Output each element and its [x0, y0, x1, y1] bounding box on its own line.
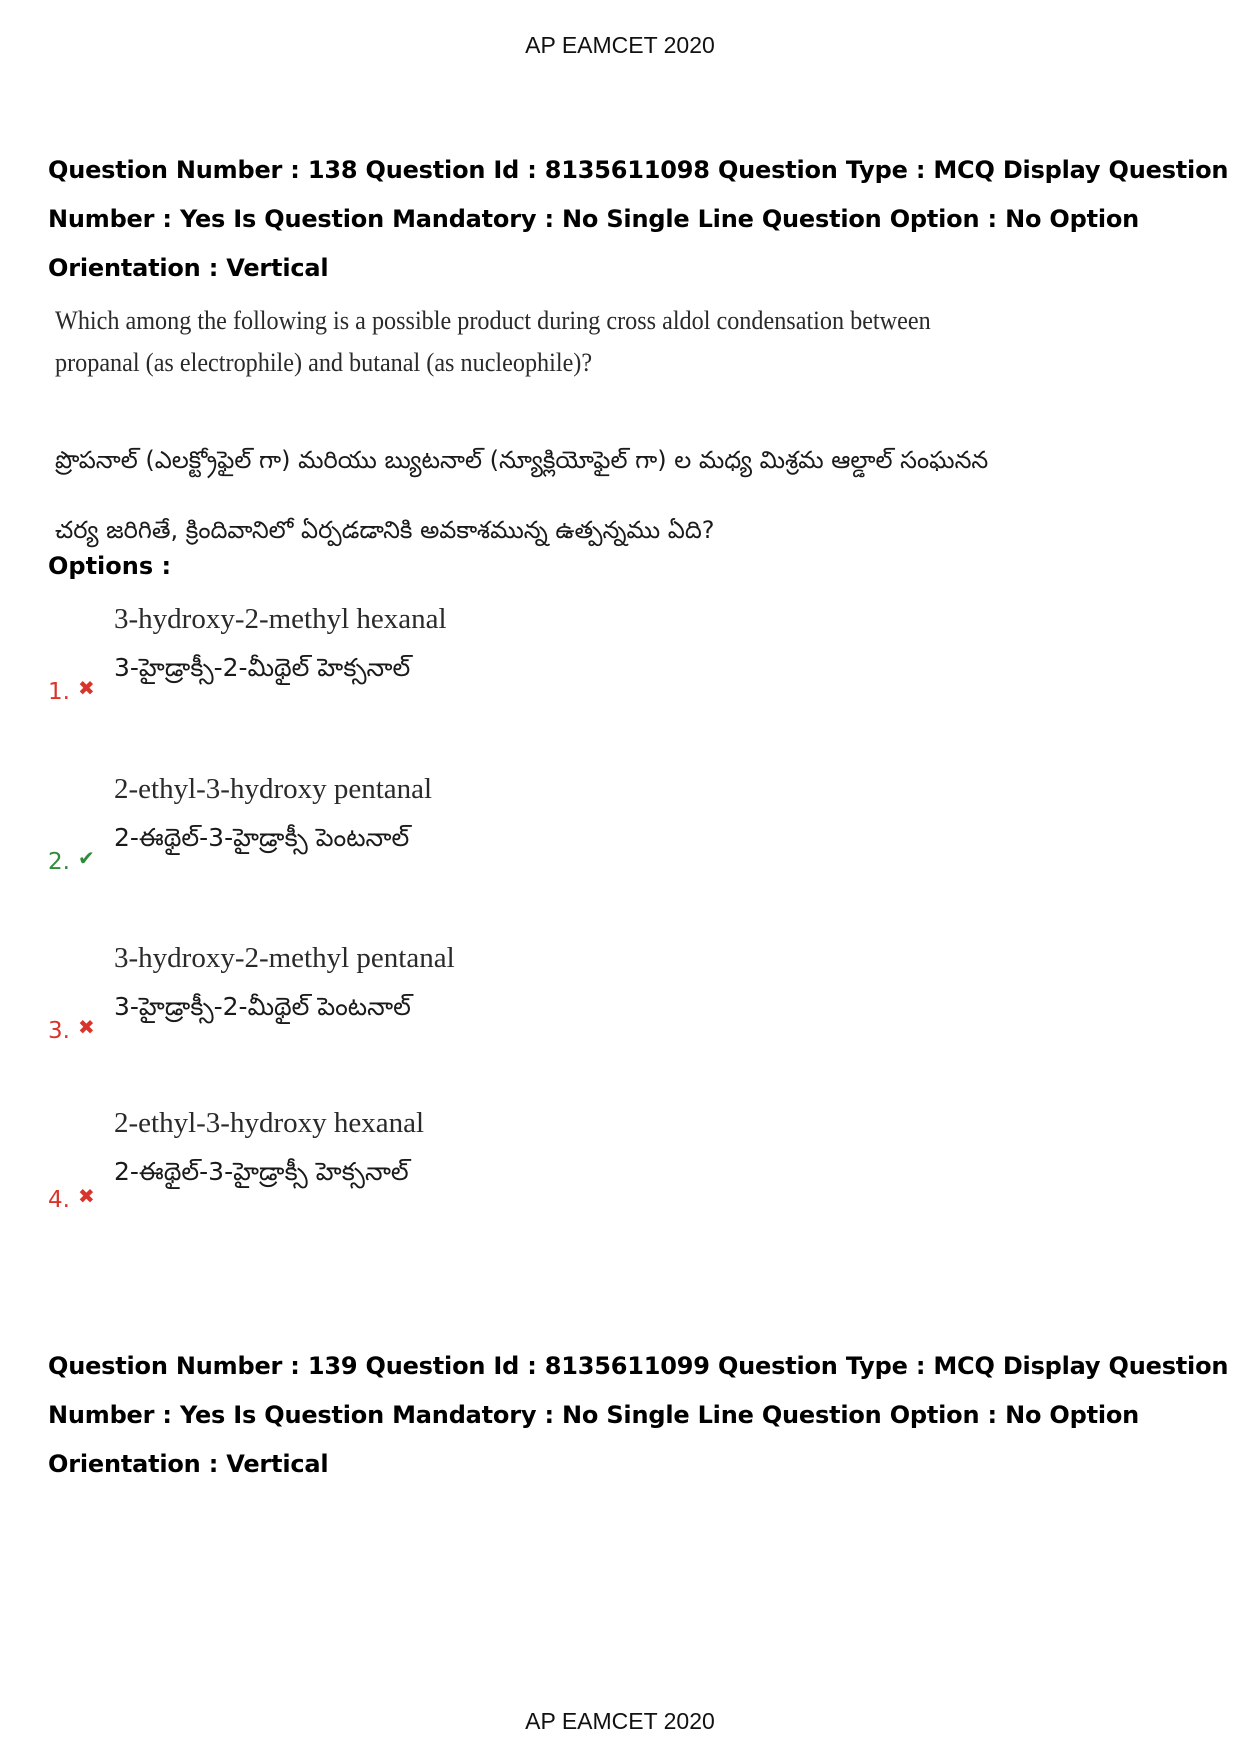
option-text-telugu: 3-హైడ్రాక్సీ-2-మీథైల్ పెంటనాల్ — [114, 992, 411, 1021]
question-meta-line: Number : Yes Is Question Mandatory : No Single Line Question Option : No Option — [48, 205, 1140, 233]
option-text-english: 2-ethyl-3-hydroxy pentanal — [114, 773, 433, 805]
question-text-line: చర్య జరిగితే, క్రిందివానిలో ఏర్పడడానికి అవకాశమున్న ఉత్పన్నము ఏది? — [55, 516, 715, 544]
question-meta-line: Question Number : 138 Question Id : 8135611098 Question Type : MCQ Display Question — [48, 156, 1229, 184]
option-1 — [48, 603, 748, 723]
option-text-telugu: 2-ఈథైల్-3-హైడ్రాక్సీ పెంటనాల్ — [114, 823, 410, 852]
question-138-text-telugu — [55, 425, 1055, 565]
question-138-meta — [48, 146, 1229, 293]
cross-icon: ✖ — [78, 676, 95, 700]
question-text-line: Which among the following is a possible product during cross aldol condensation between — [55, 306, 931, 335]
option-number: 2. — [48, 849, 70, 875]
question-meta-line: Orientation : Vertical — [48, 1450, 329, 1478]
check-icon: ✔ — [78, 846, 95, 870]
cross-icon: ✖ — [78, 1184, 95, 1208]
question-138-text-english — [55, 300, 931, 384]
option-text-telugu: 2-ఈథైల్-3-హైడ్రాక్సీ హెక్సనాల్ — [114, 1157, 409, 1186]
option-text-english: 3-hydroxy-2-methyl hexanal — [114, 603, 447, 635]
option-number: 3. — [48, 1018, 70, 1044]
option-2 — [48, 773, 748, 893]
question-meta-line: Orientation : Vertical — [48, 254, 329, 282]
cross-icon: ✖ — [78, 1015, 95, 1039]
option-3 — [48, 942, 748, 1062]
question-meta-line: Number : Yes Is Question Mandatory : No Single Line Question Option : No Option — [48, 1401, 1140, 1429]
option-number: 1. — [48, 679, 70, 705]
option-text-english: 2-ethyl-3-hydroxy hexanal — [114, 1107, 425, 1139]
option-text-telugu: 3-హైడ్రాక్సీ-2-మీథైల్ హెక్సనాల్ — [114, 653, 411, 682]
page-footer: AP EAMCET 2020 — [525, 1708, 715, 1734]
question-text-line: ప్రొపనాల్ (ఎలక్ట్రోఫైల్ గా) మరియు బ్యుటనాల్ (న్యూక్లియోఫైల్ గా) ల మధ్య మిశ్రమ ఆల్డాల్ సంఘనన — [55, 446, 989, 474]
question-meta-line: Question Number : 139 Question Id : 8135611099 Question Type : MCQ Display Question — [48, 1352, 1229, 1380]
options-label: Options : — [48, 552, 172, 580]
option-text-english: 3-hydroxy-2-methyl pentanal — [114, 942, 455, 974]
page-header: AP EAMCET 2020 — [525, 32, 715, 58]
option-number: 4. — [48, 1187, 70, 1213]
question-text-line: propanal (as electrophile) and butanal (as nucleophile)? — [55, 348, 593, 377]
option-4 — [48, 1107, 748, 1227]
question-139-meta — [48, 1342, 1229, 1489]
